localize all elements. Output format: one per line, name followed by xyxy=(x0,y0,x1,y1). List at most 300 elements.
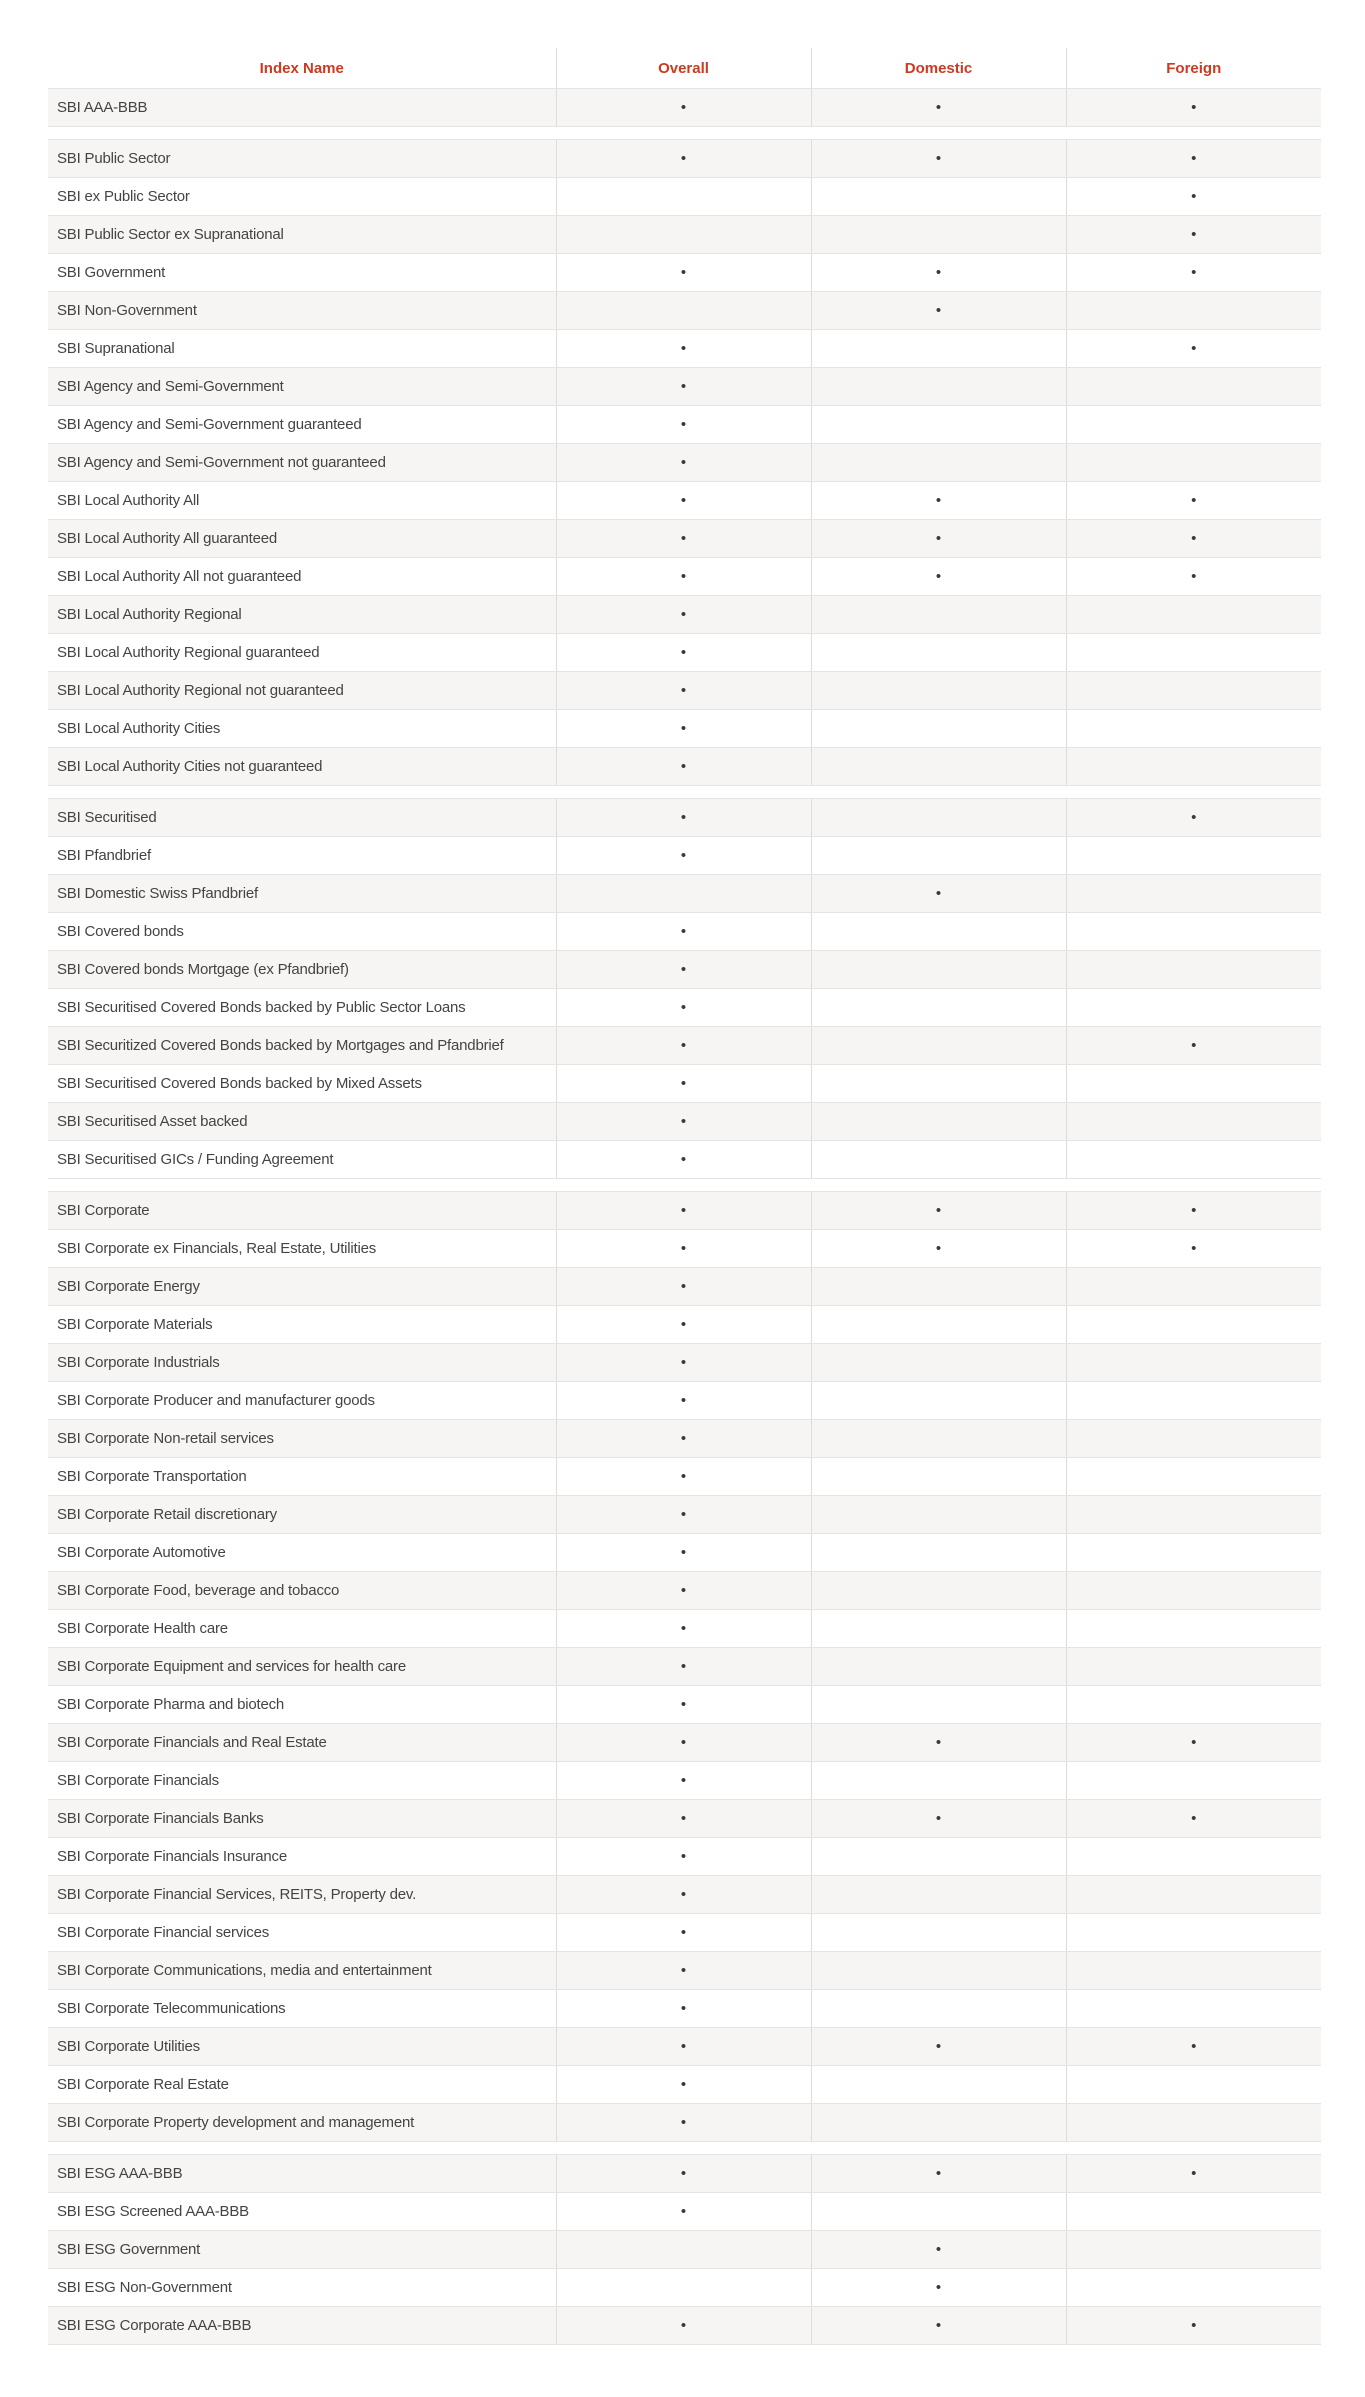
domestic-cell xyxy=(811,140,1066,178)
overall-cell xyxy=(556,837,811,875)
availability-dot-icon: • xyxy=(935,1240,942,1257)
foreign-cell xyxy=(1066,368,1321,406)
availability-dot-icon: • xyxy=(935,2038,942,2055)
separator-cell xyxy=(556,1179,811,1192)
table-row xyxy=(48,1762,1321,1800)
foreign-cell xyxy=(1066,951,1321,989)
index-name-cell: SBI Securitised xyxy=(48,799,556,837)
availability-dot-icon: • xyxy=(935,2317,942,2334)
foreign-cell xyxy=(1066,799,1321,837)
overall-cell xyxy=(556,254,811,292)
domestic-cell xyxy=(811,482,1066,520)
separator-cell xyxy=(556,786,811,799)
overall-cell xyxy=(556,1648,811,1686)
domestic-cell xyxy=(811,1686,1066,1724)
foreign-cell xyxy=(1066,596,1321,634)
overall-cell xyxy=(556,2269,811,2307)
index-name-cell: SBI ex Public Sector xyxy=(48,178,556,216)
domestic-cell xyxy=(811,1065,1066,1103)
availability-dot-icon: • xyxy=(680,1582,687,1599)
availability-dot-icon: • xyxy=(935,302,942,319)
overall-cell xyxy=(556,748,811,786)
availability-dot-icon: • xyxy=(680,1468,687,1485)
domestic-cell xyxy=(811,710,1066,748)
table-row xyxy=(48,1230,1321,1268)
availability-dot-icon: • xyxy=(935,2165,942,2182)
availability-dot-icon: • xyxy=(1191,1202,1197,1219)
availability-dot-icon: • xyxy=(680,1240,687,1257)
index-name-cell: SBI Corporate Financial services xyxy=(48,1914,556,1952)
availability-dot-icon: • xyxy=(1191,340,1197,357)
overall-cell xyxy=(556,672,811,710)
separator-cell xyxy=(556,2142,811,2155)
domestic-cell xyxy=(811,951,1066,989)
overall-cell xyxy=(556,1496,811,1534)
availability-dot-icon: • xyxy=(935,568,942,585)
index-name-cell: SBI Corporate Energy xyxy=(48,1268,556,1306)
overall-cell xyxy=(556,178,811,216)
overall-cell xyxy=(556,406,811,444)
overall-cell xyxy=(556,216,811,254)
availability-dot-icon: • xyxy=(680,1810,687,1827)
index-name-cell: SBI Corporate Pharma and biotech xyxy=(48,1686,556,1724)
index-name-cell: SBI ESG Corporate AAA-BBB xyxy=(48,2307,556,2345)
separator-cell xyxy=(48,1179,556,1192)
overall-cell xyxy=(556,2155,811,2193)
table-row xyxy=(48,1952,1321,1990)
header-index-name: Index Name xyxy=(48,48,556,89)
availability-dot-icon: • xyxy=(680,720,687,737)
index-name-cell: SBI Covered bonds Mortgage (ex Pfandbrief) xyxy=(48,951,556,989)
index-name-cell: SBI Securitized Covered Bonds backed by Mortgages and Pfandbrief xyxy=(48,1027,556,1065)
foreign-cell xyxy=(1066,2231,1321,2269)
index-name-cell: SBI Local Authority Regional guaranteed xyxy=(48,634,556,672)
table-row xyxy=(48,216,1321,254)
index-name-cell: SBI Corporate Materials xyxy=(48,1306,556,1344)
availability-dot-icon: • xyxy=(680,999,687,1016)
index-table xyxy=(48,48,1321,2345)
availability-dot-icon: • xyxy=(680,1113,687,1130)
domestic-cell xyxy=(811,1306,1066,1344)
foreign-cell xyxy=(1066,1724,1321,1762)
index-name-cell: SBI Corporate Equipment and services for health care xyxy=(48,1648,556,1686)
availability-dot-icon: • xyxy=(680,1620,687,1637)
overall-cell xyxy=(556,1914,811,1952)
overall-cell xyxy=(556,951,811,989)
index-name-cell: SBI Corporate Non-retail services xyxy=(48,1420,556,1458)
separator-cell xyxy=(556,127,811,140)
foreign-cell xyxy=(1066,1141,1321,1179)
domestic-cell xyxy=(811,2193,1066,2231)
foreign-cell xyxy=(1066,1065,1321,1103)
foreign-cell xyxy=(1066,178,1321,216)
foreign-cell xyxy=(1066,1496,1321,1534)
index-name-cell: SBI Local Authority All xyxy=(48,482,556,520)
index-name-cell: SBI Corporate Health care xyxy=(48,1610,556,1648)
domestic-cell xyxy=(811,1952,1066,1990)
overall-cell xyxy=(556,1192,811,1230)
availability-dot-icon: • xyxy=(680,1316,687,1333)
foreign-cell xyxy=(1066,1230,1321,1268)
domestic-cell xyxy=(811,2307,1066,2345)
domestic-cell xyxy=(811,1027,1066,1065)
overall-cell xyxy=(556,1876,811,1914)
foreign-cell xyxy=(1066,444,1321,482)
foreign-cell xyxy=(1066,1762,1321,1800)
overall-cell xyxy=(556,1382,811,1420)
domestic-cell xyxy=(811,1876,1066,1914)
index-name-cell: SBI Local Authority Cities xyxy=(48,710,556,748)
index-name-cell: SBI Corporate Financials and Real Estate xyxy=(48,1724,556,1762)
availability-dot-icon: • xyxy=(680,150,687,167)
foreign-cell xyxy=(1066,1610,1321,1648)
overall-cell xyxy=(556,520,811,558)
table-row xyxy=(48,368,1321,406)
availability-dot-icon: • xyxy=(1191,2165,1197,2182)
foreign-cell xyxy=(1066,1534,1321,1572)
table-row xyxy=(48,89,1321,127)
index-name-cell: SBI Corporate Automotive xyxy=(48,1534,556,1572)
table-row xyxy=(48,1800,1321,1838)
group-separator xyxy=(48,127,1321,140)
availability-dot-icon: • xyxy=(680,1772,687,1789)
table-row xyxy=(48,596,1321,634)
table-row xyxy=(48,1027,1321,1065)
availability-dot-icon: • xyxy=(935,264,942,281)
domestic-cell xyxy=(811,520,1066,558)
table-row xyxy=(48,140,1321,178)
availability-dot-icon: • xyxy=(935,492,942,509)
index-name-cell: SBI Corporate Property development and management xyxy=(48,2104,556,2142)
foreign-cell xyxy=(1066,1420,1321,1458)
domestic-cell xyxy=(811,292,1066,330)
overall-cell xyxy=(556,1306,811,1344)
overall-cell xyxy=(556,1141,811,1179)
domestic-cell xyxy=(811,1762,1066,1800)
overall-cell xyxy=(556,1027,811,1065)
table-row xyxy=(48,875,1321,913)
index-name-cell: SBI ESG AAA-BBB xyxy=(48,2155,556,2193)
index-name-cell: SBI Agency and Semi-Government guaranteed xyxy=(48,406,556,444)
domestic-cell xyxy=(811,1103,1066,1141)
index-name-cell: SBI Corporate ex Financials, Real Estate, Utilities xyxy=(48,1230,556,1268)
foreign-cell xyxy=(1066,2155,1321,2193)
table-row xyxy=(48,989,1321,1027)
overall-cell xyxy=(556,1724,811,1762)
header-overall: Overall xyxy=(556,48,811,89)
foreign-cell xyxy=(1066,1800,1321,1838)
availability-dot-icon: • xyxy=(680,2165,687,2182)
overall-cell xyxy=(556,1230,811,1268)
group-separator xyxy=(48,786,1321,799)
table-row xyxy=(48,2307,1321,2345)
index-name-cell: SBI Corporate Food, beverage and tobacco xyxy=(48,1572,556,1610)
table-row xyxy=(48,178,1321,216)
availability-dot-icon: • xyxy=(680,1392,687,1409)
foreign-cell xyxy=(1066,330,1321,368)
separator-cell xyxy=(1066,2142,1321,2155)
foreign-cell xyxy=(1066,140,1321,178)
availability-dot-icon: • xyxy=(1191,2317,1197,2334)
domestic-cell xyxy=(811,634,1066,672)
availability-dot-icon: • xyxy=(680,2038,687,2055)
availability-dot-icon: • xyxy=(1191,492,1197,509)
overall-cell xyxy=(556,1534,811,1572)
table-row xyxy=(48,1065,1321,1103)
domestic-cell xyxy=(811,1268,1066,1306)
table-row xyxy=(48,1648,1321,1686)
domestic-cell xyxy=(811,1648,1066,1686)
index-name-cell: SBI Corporate Producer and manufacturer goods xyxy=(48,1382,556,1420)
availability-dot-icon: • xyxy=(1191,1037,1197,1054)
foreign-cell xyxy=(1066,1268,1321,1306)
index-name-cell: SBI Securitised Asset backed xyxy=(48,1103,556,1141)
foreign-cell xyxy=(1066,558,1321,596)
overall-cell xyxy=(556,2231,811,2269)
domestic-cell xyxy=(811,1141,1066,1179)
domestic-cell xyxy=(811,89,1066,127)
table-header-row xyxy=(48,48,1321,89)
overall-cell xyxy=(556,444,811,482)
index-name-cell: SBI Securitised Covered Bonds backed by Mixed Assets xyxy=(48,1065,556,1103)
foreign-cell xyxy=(1066,520,1321,558)
table-row xyxy=(48,1141,1321,1179)
index-name-cell: SBI Supranational xyxy=(48,330,556,368)
index-name-cell: SBI Securitised Covered Bonds backed by Public Sector Loans xyxy=(48,989,556,1027)
overall-cell xyxy=(556,89,811,127)
domestic-cell xyxy=(811,1534,1066,1572)
domestic-cell xyxy=(811,2155,1066,2193)
foreign-cell xyxy=(1066,913,1321,951)
availability-dot-icon: • xyxy=(1191,99,1197,116)
foreign-cell xyxy=(1066,1876,1321,1914)
index-name-cell: SBI ESG Screened AAA-BBB xyxy=(48,2193,556,2231)
availability-dot-icon: • xyxy=(680,1848,687,1865)
index-name-cell: SBI Local Authority Cities not guaranteed xyxy=(48,748,556,786)
index-name-cell: SBI Corporate Real Estate xyxy=(48,2066,556,2104)
table-body xyxy=(48,89,1321,2345)
overall-cell xyxy=(556,140,811,178)
foreign-cell xyxy=(1066,1838,1321,1876)
table-row xyxy=(48,558,1321,596)
availability-dot-icon: • xyxy=(680,416,687,433)
domestic-cell xyxy=(811,875,1066,913)
domestic-cell xyxy=(811,1496,1066,1534)
domestic-cell xyxy=(811,1838,1066,1876)
index-name-cell: SBI Corporate Retail discretionary xyxy=(48,1496,556,1534)
overall-cell xyxy=(556,1838,811,1876)
availability-dot-icon: • xyxy=(935,885,942,902)
index-name-cell: SBI ESG Government xyxy=(48,2231,556,2269)
header-foreign: Foreign xyxy=(1066,48,1321,89)
domestic-cell xyxy=(811,1724,1066,1762)
availability-dot-icon: • xyxy=(680,809,687,826)
table-row xyxy=(48,444,1321,482)
domestic-cell xyxy=(811,799,1066,837)
domestic-cell xyxy=(811,444,1066,482)
domestic-cell xyxy=(811,330,1066,368)
overall-cell xyxy=(556,1344,811,1382)
index-table-container xyxy=(48,48,1321,2345)
table-row xyxy=(48,1990,1321,2028)
index-name-cell: SBI Securitised GICs / Funding Agreement xyxy=(48,1141,556,1179)
index-name-cell: SBI Corporate Utilities xyxy=(48,2028,556,2066)
availability-dot-icon: • xyxy=(680,1924,687,1941)
overall-cell xyxy=(556,1458,811,1496)
separator-cell xyxy=(1066,1179,1321,1192)
overall-cell xyxy=(556,1420,811,1458)
overall-cell xyxy=(556,1610,811,1648)
foreign-cell xyxy=(1066,2307,1321,2345)
table-row xyxy=(48,951,1321,989)
availability-dot-icon: • xyxy=(680,378,687,395)
availability-dot-icon: • xyxy=(680,492,687,509)
foreign-cell xyxy=(1066,482,1321,520)
domestic-cell xyxy=(811,989,1066,1027)
index-name-cell: SBI Covered bonds xyxy=(48,913,556,951)
availability-dot-icon: • xyxy=(680,1962,687,1979)
table-row xyxy=(48,2066,1321,2104)
availability-dot-icon: • xyxy=(935,2241,942,2258)
table-row xyxy=(48,2269,1321,2307)
overall-cell xyxy=(556,558,811,596)
availability-dot-icon: • xyxy=(680,1734,687,1751)
availability-dot-icon: • xyxy=(680,1506,687,1523)
foreign-cell xyxy=(1066,1344,1321,1382)
availability-dot-icon: • xyxy=(935,1202,942,1219)
table-row xyxy=(48,1724,1321,1762)
foreign-cell xyxy=(1066,1192,1321,1230)
foreign-cell xyxy=(1066,1686,1321,1724)
table-row xyxy=(48,1572,1321,1610)
availability-dot-icon: • xyxy=(680,530,687,547)
domestic-cell xyxy=(811,837,1066,875)
foreign-cell xyxy=(1066,1572,1321,1610)
foreign-cell xyxy=(1066,634,1321,672)
domestic-cell xyxy=(811,748,1066,786)
domestic-cell xyxy=(811,254,1066,292)
availability-dot-icon: • xyxy=(680,2076,687,2093)
domestic-cell xyxy=(811,2231,1066,2269)
index-name-cell: SBI Corporate Communications, media and entertainment xyxy=(48,1952,556,1990)
overall-cell xyxy=(556,596,811,634)
table-row xyxy=(48,520,1321,558)
availability-dot-icon: • xyxy=(680,847,687,864)
foreign-cell xyxy=(1066,2104,1321,2142)
availability-dot-icon: • xyxy=(935,2279,942,2296)
table-row xyxy=(48,672,1321,710)
table-row xyxy=(48,799,1321,837)
domestic-cell xyxy=(811,1914,1066,1952)
foreign-cell xyxy=(1066,2066,1321,2104)
table-row xyxy=(48,1382,1321,1420)
domestic-cell xyxy=(811,2269,1066,2307)
overall-cell xyxy=(556,1686,811,1724)
availability-dot-icon: • xyxy=(680,454,687,471)
foreign-cell xyxy=(1066,1952,1321,1990)
availability-dot-icon: • xyxy=(1191,226,1197,243)
table-row xyxy=(48,330,1321,368)
availability-dot-icon: • xyxy=(680,1075,687,1092)
index-name-cell: SBI Public Sector ex Supranational xyxy=(48,216,556,254)
availability-dot-icon: • xyxy=(1191,1734,1197,1751)
foreign-cell xyxy=(1066,1990,1321,2028)
foreign-cell xyxy=(1066,1103,1321,1141)
overall-cell xyxy=(556,2028,811,2066)
index-name-cell: SBI Agency and Semi-Government xyxy=(48,368,556,406)
foreign-cell xyxy=(1066,1458,1321,1496)
availability-dot-icon: • xyxy=(680,1278,687,1295)
table-row xyxy=(48,1496,1321,1534)
overall-cell xyxy=(556,1990,811,2028)
index-name-cell: SBI Corporate Telecommunications xyxy=(48,1990,556,2028)
availability-dot-icon: • xyxy=(680,644,687,661)
foreign-cell xyxy=(1066,89,1321,127)
foreign-cell xyxy=(1066,406,1321,444)
table-row xyxy=(48,1876,1321,1914)
availability-dot-icon: • xyxy=(680,1658,687,1675)
foreign-cell xyxy=(1066,837,1321,875)
separator-cell xyxy=(811,786,1066,799)
availability-dot-icon: • xyxy=(680,1886,687,1903)
foreign-cell xyxy=(1066,875,1321,913)
domestic-cell xyxy=(811,216,1066,254)
overall-cell xyxy=(556,2307,811,2345)
availability-dot-icon: • xyxy=(680,961,687,978)
table-row xyxy=(48,1610,1321,1648)
table-row xyxy=(48,1458,1321,1496)
table-row xyxy=(48,748,1321,786)
availability-dot-icon: • xyxy=(935,530,942,547)
domestic-cell xyxy=(811,2066,1066,2104)
overall-cell xyxy=(556,1572,811,1610)
availability-dot-icon: • xyxy=(1191,1240,1197,1257)
index-name-cell: SBI Local Authority All guaranteed xyxy=(48,520,556,558)
overall-cell xyxy=(556,2104,811,2142)
table-row xyxy=(48,1420,1321,1458)
domestic-cell xyxy=(811,178,1066,216)
header-domestic: Domestic xyxy=(811,48,1066,89)
table-row xyxy=(48,254,1321,292)
foreign-cell xyxy=(1066,989,1321,1027)
availability-dot-icon: • xyxy=(1191,150,1197,167)
availability-dot-icon: • xyxy=(680,2114,687,2131)
index-name-cell: SBI Government xyxy=(48,254,556,292)
availability-dot-icon: • xyxy=(1191,188,1197,205)
table-row xyxy=(48,1838,1321,1876)
overall-cell xyxy=(556,634,811,672)
table-row xyxy=(48,406,1321,444)
index-name-cell: SBI Corporate Financials Banks xyxy=(48,1800,556,1838)
availability-dot-icon: • xyxy=(680,1696,687,1713)
domestic-cell xyxy=(811,558,1066,596)
availability-dot-icon: • xyxy=(1191,568,1197,585)
domestic-cell xyxy=(811,1382,1066,1420)
index-name-cell: SBI Non-Government xyxy=(48,292,556,330)
domestic-cell xyxy=(811,2028,1066,2066)
separator-cell xyxy=(811,2142,1066,2155)
overall-cell xyxy=(556,1065,811,1103)
index-name-cell: SBI Corporate Industrials xyxy=(48,1344,556,1382)
domestic-cell xyxy=(811,1990,1066,2028)
index-name-cell: SBI ESG Non-Government xyxy=(48,2269,556,2307)
availability-dot-icon: • xyxy=(935,99,942,116)
overall-cell xyxy=(556,2193,811,2231)
index-name-cell: SBI Corporate Financial Services, REITS, Property dev. xyxy=(48,1876,556,1914)
separator-cell xyxy=(1066,786,1321,799)
index-name-cell: SBI Local Authority Regional xyxy=(48,596,556,634)
foreign-cell xyxy=(1066,292,1321,330)
